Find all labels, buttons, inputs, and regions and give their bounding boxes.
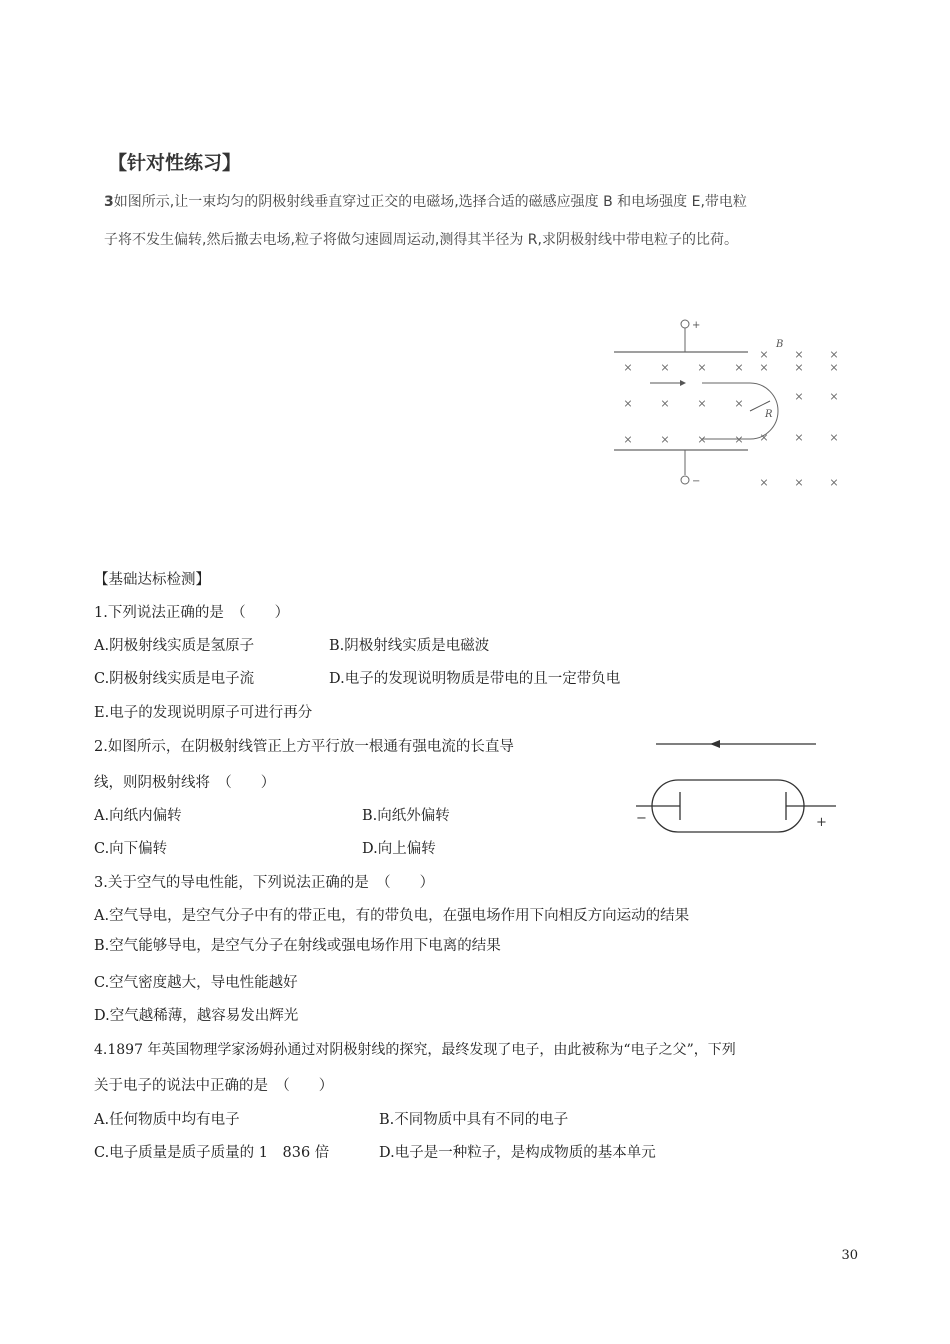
- q4-option-b: B.不同物质中具有不同的电子: [379, 1112, 569, 1128]
- cross-mark: ×: [829, 361, 839, 374]
- question-3-line-2: 子将不发生偏转,然后撤去电场,粒子将做匀速圆周运动,测得其半径为 R,求阴极射线中带电粒子的比荷。: [104, 232, 738, 248]
- cross-mark: ×: [794, 361, 804, 374]
- cross-mark: ×: [829, 348, 839, 361]
- q1-option-c: C.阴极射线实质是电子流: [94, 671, 255, 687]
- cross-mark: ×: [829, 431, 839, 444]
- q3-option-a: A.空气导电，是空气分子中有的带正电，有的带负电，在强电场作用下向相反方向运动的结果: [94, 908, 690, 924]
- cross-mark: ×: [794, 476, 804, 489]
- q1-option-a: A.阴极射线实质是氢原子: [94, 638, 255, 654]
- cross-mark: ×: [697, 433, 707, 446]
- cross-mark: ×: [734, 397, 744, 410]
- cross-mark: ×: [660, 433, 670, 446]
- cross-mark: ×: [660, 397, 670, 410]
- q3-option-b: B.空气能够导电，是空气分子在射线或强电场作用下电离的结果: [94, 938, 501, 954]
- q4-option-a: A.任何物质中均有电子: [94, 1112, 240, 1128]
- q2-option-a: A.向纸内偏转: [94, 808, 182, 824]
- cross-mark: ×: [623, 397, 633, 410]
- q2-option-d: D.向上偏转: [362, 841, 436, 857]
- section-title-practice: 【针对性练习】: [108, 152, 242, 174]
- q3-option-c: C.空气密度越大，导电性能越好: [94, 975, 298, 991]
- q2-option-b: B.向纸外偏转: [362, 808, 450, 824]
- q2-stem-1: 2.如图所示，在阴极射线管正上方平行放一根通有强电流的长直导: [94, 739, 514, 755]
- minus-label: −: [692, 476, 701, 487]
- q4-option-d: D.电子是一种粒子，是构成物质的基本单元: [379, 1145, 656, 1161]
- cross-mark: ×: [759, 476, 769, 489]
- cross-mark: ×: [734, 361, 744, 374]
- q3-option-d: D.空气越稀薄，越容易发出辉光: [94, 1008, 299, 1024]
- cross-mark: ×: [759, 431, 769, 444]
- anode-plus-label: +: [816, 815, 827, 830]
- cathode-ray-tube-figure: [630, 730, 842, 840]
- cross-mark: ×: [623, 433, 633, 446]
- cathode-minus-label: −: [636, 811, 647, 826]
- negative-terminal: [681, 476, 689, 484]
- question-3-text-1: 如图所示,让一束均匀的阴极射线垂直穿过正交的电磁场,选择合适的磁感应强度 B 和电场强度 E,带电粒: [113, 194, 747, 210]
- cross-mark: ×: [794, 348, 804, 361]
- cross-mark: ×: [623, 361, 633, 374]
- plus-label: +: [692, 320, 701, 331]
- q1-option-b: B.阴极射线实质是电磁波: [329, 638, 490, 654]
- cross-mark: ×: [794, 431, 804, 444]
- current-arrow: [710, 740, 720, 748]
- q2-option-c: C.向下偏转: [94, 841, 168, 857]
- q1-stem: 1.下列说法正确的是 （ ）: [94, 605, 290, 621]
- cross-mark: ×: [829, 476, 839, 489]
- q2-stem-2: 线，则阴极射线将 （ ）: [94, 775, 276, 791]
- cross-mark: ×: [660, 361, 670, 374]
- crossed-field-figure: [600, 305, 860, 505]
- beam-arrowhead: [680, 380, 686, 386]
- q4-stem-2: 关于电子的说法中正确的是 （ ）: [94, 1078, 334, 1094]
- cross-mark: ×: [759, 348, 769, 361]
- cross-mark: ×: [829, 390, 839, 403]
- q1-option-d: D.电子的发现说明物质是带电的且一定带负电: [329, 671, 621, 687]
- cross-mark: ×: [794, 390, 804, 403]
- r-label: R: [765, 409, 773, 420]
- q1-option-e: E.电子的发现说明原子可进行再分: [94, 705, 313, 721]
- cross-mark: ×: [734, 433, 744, 446]
- positive-terminal: [681, 320, 689, 328]
- q4-option-c: C.电子质量是质子质量的 1 836 倍: [94, 1145, 330, 1161]
- field-crosses: [623, 348, 838, 489]
- section-title-basic: 【基础达标检测】: [94, 572, 210, 588]
- cross-mark: ×: [697, 361, 707, 374]
- page-number: 30: [841, 1248, 858, 1263]
- question-3-number: 3: [104, 194, 114, 210]
- q4-stem-1: 4.1897 年英国物理学家汤姆孙通过对阴极射线的探究，最终发现了电子，由此被称为“电子之父”，下列: [94, 1042, 736, 1058]
- q3-stem: 3.关于空气的导电性能，下列说法正确的是 （ ）: [94, 875, 435, 891]
- cross-mark: ×: [697, 397, 707, 410]
- question-3-line-1: [104, 191, 747, 211]
- b-label: B: [776, 339, 784, 350]
- cross-mark: ×: [759, 361, 769, 374]
